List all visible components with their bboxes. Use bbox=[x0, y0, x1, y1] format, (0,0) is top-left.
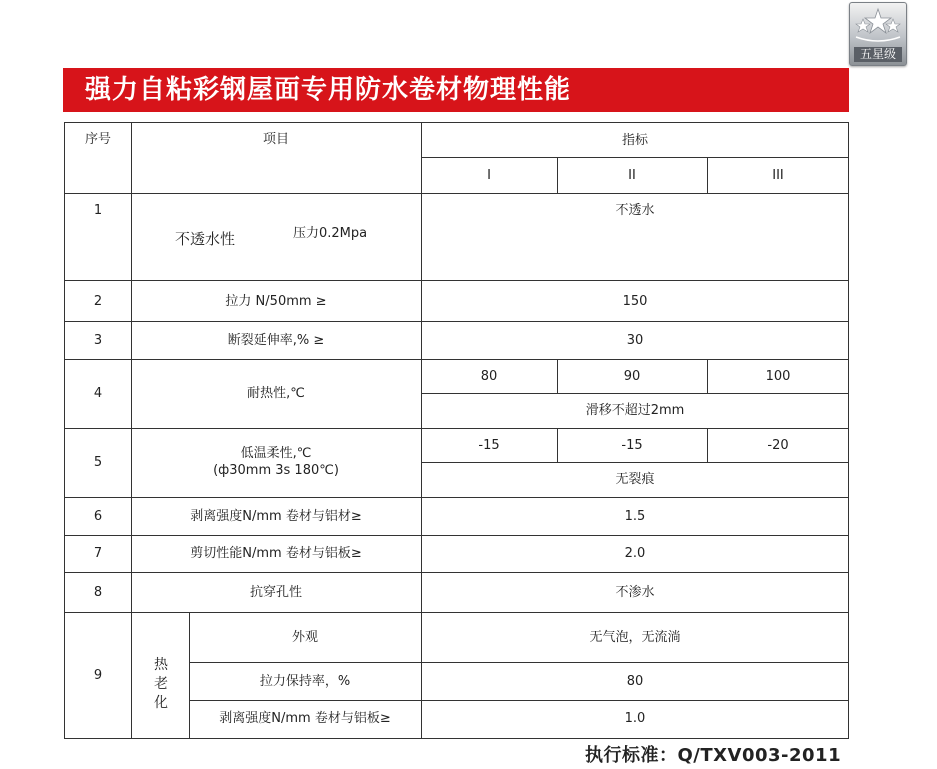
row-4-value-3: 100 bbox=[765, 369, 791, 384]
row-9-sub-1-value: 无气泡，无流淌 bbox=[589, 630, 681, 645]
row-9-no: 9 bbox=[93, 668, 103, 683]
row-6-no: 6 bbox=[93, 509, 103, 524]
header-grade-1: I bbox=[487, 168, 491, 183]
row-9-group: 热老化 bbox=[154, 657, 168, 711]
row-6-value: 1.5 bbox=[624, 509, 646, 524]
page-title: 强力自粘彩钢屋面专用防水卷材物理性能 bbox=[85, 75, 572, 105]
row-9-sub-2-item: 拉力保持率，% bbox=[259, 674, 351, 689]
row-2-no: 2 bbox=[93, 294, 103, 309]
header-spec: 指标 bbox=[621, 133, 649, 148]
row-4-item: 耐热性,℃ bbox=[247, 386, 305, 401]
badge-label: 五星级 bbox=[854, 47, 902, 62]
row-5-value-1: -15 bbox=[478, 438, 500, 453]
row-8-item: 抗穿孔性 bbox=[249, 585, 303, 600]
header-no: 序号 bbox=[84, 132, 112, 147]
row-1-item: 不透水性 bbox=[174, 230, 236, 248]
row-7-item: 剪切性能N/mm 卷材与铝板≥ bbox=[190, 546, 362, 561]
row-5-no: 5 bbox=[93, 455, 103, 470]
row-9-sub-1-item: 外观 bbox=[291, 630, 319, 645]
header-item: 项目 bbox=[262, 132, 290, 147]
standard-footer: 执行标准：Q/TXV003-2011 bbox=[585, 745, 842, 766]
row-8-no: 8 bbox=[93, 585, 103, 600]
row-5-sub: (ф30mm 3s 180℃) bbox=[213, 463, 339, 478]
row-9-sub-3-value: 1.0 bbox=[624, 711, 646, 726]
header-grade-3: III bbox=[772, 168, 784, 183]
row-1-no: 1 bbox=[93, 203, 103, 218]
row-9-sub-3-item: 剥离强度N/mm 卷材与铝板≥ bbox=[219, 711, 391, 726]
row-9-sub-2-value: 80 bbox=[626, 674, 644, 689]
row-1-value: 不透水 bbox=[615, 203, 655, 218]
header-grade-2: II bbox=[628, 168, 636, 183]
row-6-item: 剥离强度N/mm 卷材与铝材≥ bbox=[190, 509, 362, 524]
row-4-note: 滑移不超过2mm bbox=[585, 403, 685, 418]
row-5-item: 低温柔性,℃ bbox=[240, 446, 312, 461]
row-4-value-1: 80 bbox=[480, 369, 498, 384]
row-7-value: 2.0 bbox=[624, 546, 646, 561]
row-5-value-3: -20 bbox=[767, 438, 789, 453]
row-7-no: 7 bbox=[93, 546, 103, 561]
row-4-value-2: 90 bbox=[623, 369, 641, 384]
row-2-item: 拉力 N/50mm ≥ bbox=[225, 294, 327, 309]
row-5-note: 无裂痕 bbox=[615, 472, 655, 487]
row-5-value-2: -15 bbox=[621, 438, 643, 453]
row-8-value: 不渗水 bbox=[615, 585, 655, 600]
row-2-value: 150 bbox=[622, 294, 648, 309]
row-4-no: 4 bbox=[93, 386, 103, 401]
row-3-value: 30 bbox=[626, 333, 644, 348]
row-3-no: 3 bbox=[93, 333, 103, 348]
row-3-item: 断裂延伸率,% ≥ bbox=[227, 333, 325, 348]
row-1-sub: 压力0.2Mpa bbox=[292, 226, 368, 241]
